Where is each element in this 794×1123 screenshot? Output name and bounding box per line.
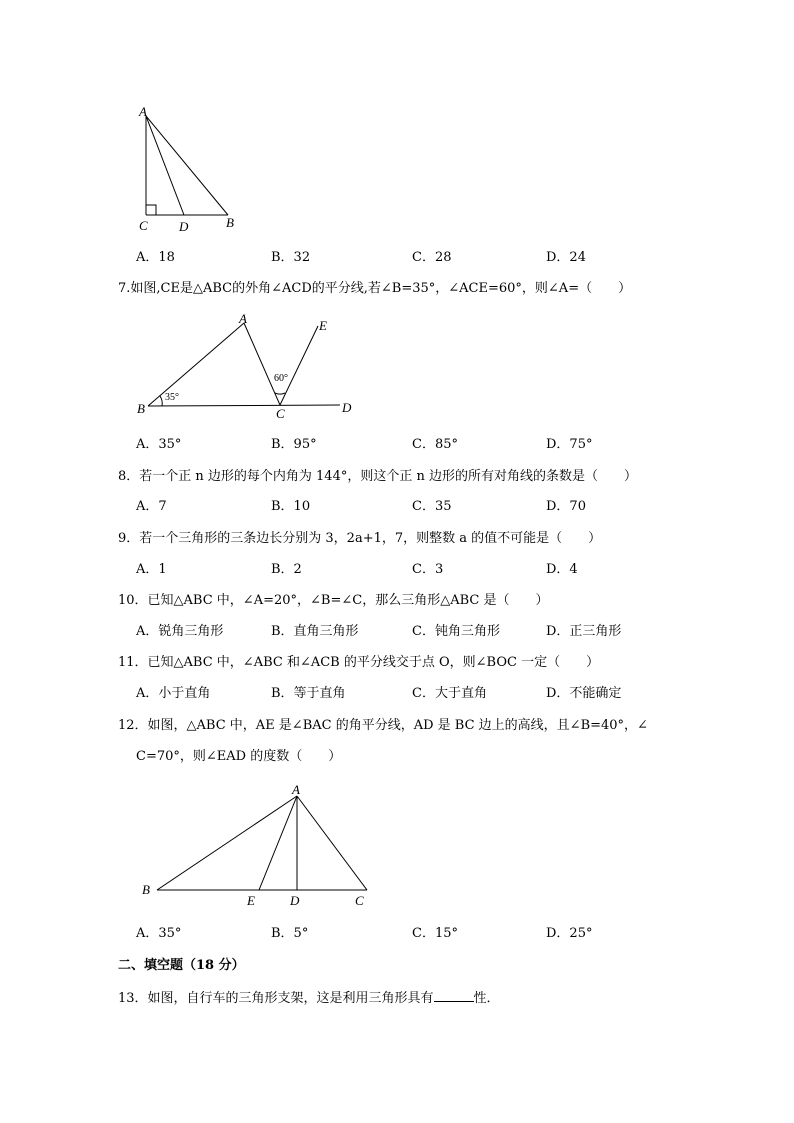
q12-label-C: C [355, 893, 364, 908]
q8-option-b[interactable]: B．10 [271, 499, 311, 514]
q12-label-E: E [247, 893, 255, 908]
q10-option-a[interactable]: A．锐角三角形 [136, 624, 224, 639]
q7-label-A: A [239, 311, 247, 326]
q6-label-B: B [226, 215, 234, 230]
q7-label-E: E [319, 318, 327, 333]
q8-option-c[interactable]: C．35 [412, 499, 452, 514]
q8-text: 8．若一个正 n 边形的每个内角为 144°，则这个正 n 边形的所有对角线的条数是（ ） [118, 469, 637, 484]
q10-option-c[interactable]: C．钝角三角形 [412, 624, 500, 639]
q9-option-b[interactable]: B．2 [271, 562, 302, 577]
q7-option-b[interactable]: B．95° [271, 437, 317, 452]
q10-option-d[interactable]: D．正三角形 [546, 624, 622, 639]
section-2-heading: 二、填空题（18 分） [118, 958, 245, 973]
q8-option-a[interactable]: A．7 [136, 499, 167, 514]
q7-text: 7.如图,CE是△ABC的外角∠ACD的平分线,若∠B=35°，∠ACE=60°，则∠A=（ ） [118, 281, 632, 296]
q7-label-D: D [342, 400, 352, 415]
q12-text-line1: 12．如图，△ABC 中，AE 是∠BAC 的角平分线，AD 是 BC 边上的高线，且∠B=40°，∠ [118, 718, 648, 733]
q6-label-A: A [139, 104, 147, 119]
q12-label-B: B [142, 882, 150, 897]
q8-option-d[interactable]: D．70 [546, 499, 586, 514]
q7-label-B: B [137, 401, 145, 416]
q9-text: 9．若一个三角形的三条边长分别为 3，2a+1，7，则整数 a 的值不可能是（ ） [118, 531, 602, 546]
q11-option-c[interactable]: C．大于直角 [412, 686, 487, 701]
q9-option-c[interactable]: C．3 [412, 562, 444, 577]
q6-label-C: C [139, 218, 148, 233]
q13-blank[interactable] [434, 989, 474, 1002]
q10-text: 10．已知△ABC 中，∠A=20°，∠B=∠C，那么三角形△ABC 是（ ） [118, 593, 549, 608]
q12-label-A: A [292, 782, 300, 797]
q12-line-AC [297, 796, 367, 890]
q11-text: 11．已知△ABC 中，∠ABC 和∠ACB 的平分线交于点 O，则∠BOC 一定（ ） [118, 655, 600, 670]
q9-option-a[interactable]: A．1 [136, 562, 167, 577]
q13-text [118, 989, 500, 1008]
q7-option-c[interactable]: C．85° [412, 437, 458, 452]
q12-line-BA [157, 796, 297, 890]
q12-option-b[interactable]: B．5° [271, 926, 309, 941]
q11-option-a[interactable]: A．小于直角 [136, 686, 211, 701]
q12-text-line2: C=70°，则∠EAD 的度数（ ） [136, 749, 342, 764]
q11-option-b[interactable]: B．等于直角 [271, 686, 346, 701]
q10-option-b[interactable]: B．直角三角形 [271, 624, 359, 639]
q9-option-d[interactable]: D．4 [546, 562, 578, 577]
q13-text-before: 13．如图，自行车的三角形支架，这是利用三角形具有 [118, 991, 434, 1006]
q12-line-AE [259, 796, 297, 890]
q12-label-D: D [290, 893, 300, 908]
q6-label-D: D [179, 219, 189, 234]
q7-option-d[interactable]: D．75° [546, 437, 593, 452]
q7-label-C: C [276, 406, 285, 421]
q7-angle-B-label: 35° [165, 392, 179, 403]
q6-option-a[interactable]: A．18 [136, 250, 175, 265]
q12-option-d[interactable]: D．25° [546, 926, 593, 941]
q13-text-after: 性． [473, 991, 500, 1006]
q6-option-d[interactable]: D．24 [546, 250, 586, 265]
q6-option-c[interactable]: C．28 [412, 250, 452, 265]
q12-option-c[interactable]: C．15° [412, 926, 458, 941]
q12-option-a[interactable]: A．35° [136, 926, 182, 941]
q7-angle-C-label: 60° [274, 373, 288, 384]
q11-option-d[interactable]: D．不能确定 [546, 686, 622, 701]
q7-option-a[interactable]: A．35° [136, 437, 182, 452]
q6-option-b[interactable]: B．32 [271, 250, 311, 265]
